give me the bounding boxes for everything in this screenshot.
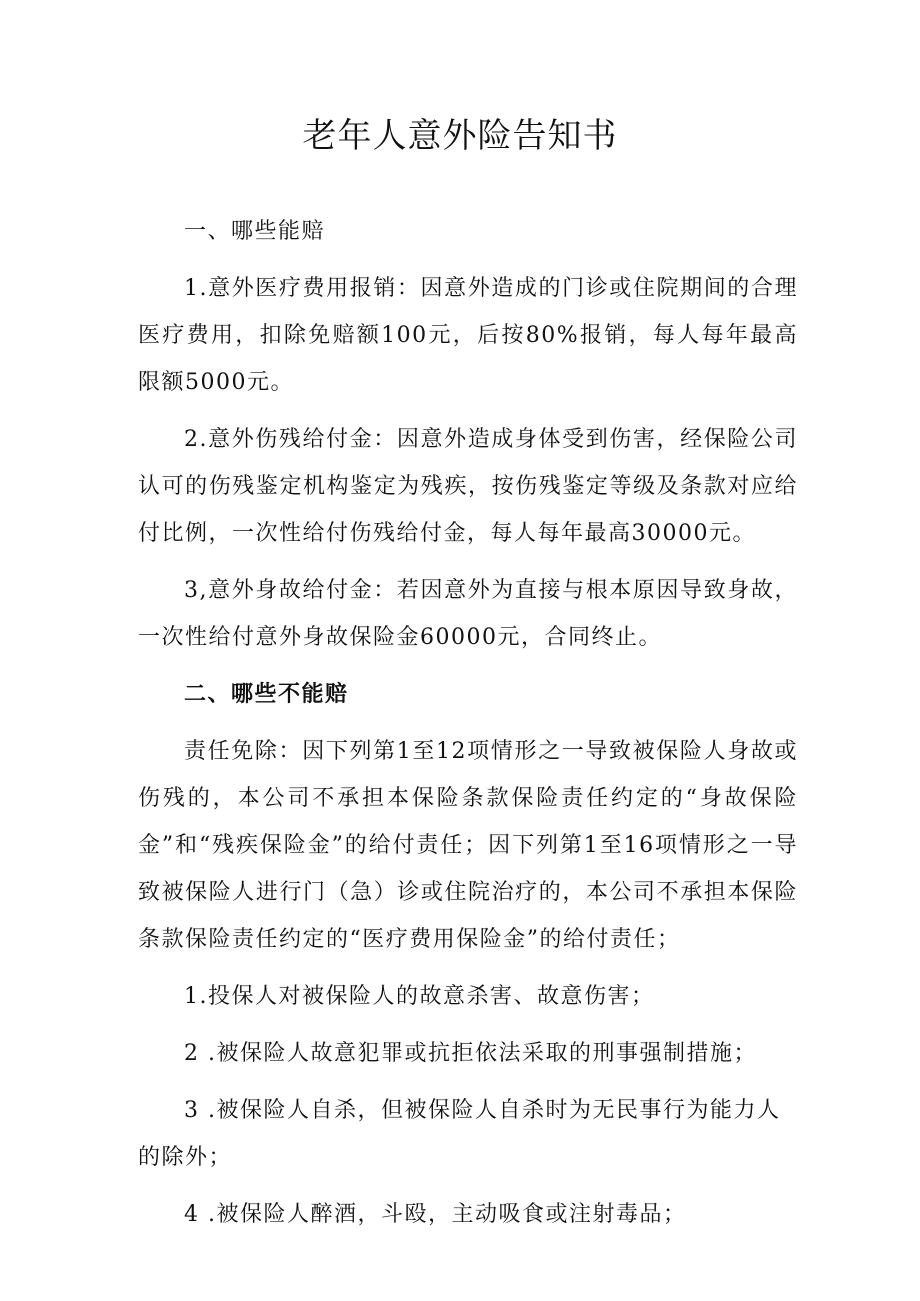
document-title: 老年人意外险告知书	[302, 116, 618, 156]
section1-item-1: 1.意外医疗费用报销：因意外造成的门诊或住院期间的合理医疗费用，扣除免赔额100元，后按80%报销，每人每年最高限额5000元。	[138, 276, 798, 395]
section2-item-3: 3 .被保险人自杀，但被保险人自杀时为无民事行为能力人的除外；	[138, 1098, 781, 1170]
document-body	[138, 208, 798, 1248]
section2-intro: 责任免除：因下列第1至12项情形之一导致被保险人身故或伤残的，本公司不承担本保险条款保险责任约定的“身故保险金”和“残疾保险金”的给付责任；因下列第1至16项情形之一导致被保险人进行门（急）诊或住院治疗的，本公司不承担本保险条款保险责任约定的“医疗费用保险金”的给付责任；	[138, 739, 798, 952]
section1-item-3: 3,意外身故给付金：若因意外为直接与根本原因导致身故，一次性给付意外身故保险金60000元，合同终止。	[138, 578, 798, 650]
section1-item-2: 2.意外伤残给付金：因意外造成身体受到伤害，经保险公司认可的伤残鉴定机构鉴定为残疾，按伤残鉴定等级及条款对应给付比例，一次性给付伤残给付金，每人每年最高30000元。	[138, 427, 798, 546]
section1-heading: 一、哪些能赔	[184, 219, 326, 244]
section2-item-2: 2 .被保险人故意犯罪或抗拒依法采取的刑事强制措施；	[184, 1041, 757, 1066]
section2-heading: 二、哪些不能赔	[184, 682, 349, 707]
section2-item-1: 1.投保人对被保险人的故意杀害、故意伤害；	[184, 984, 655, 1009]
section2-item-4: 4 .被保险人醉酒，斗殴，主动吸食或注射毒品；	[184, 1202, 687, 1227]
